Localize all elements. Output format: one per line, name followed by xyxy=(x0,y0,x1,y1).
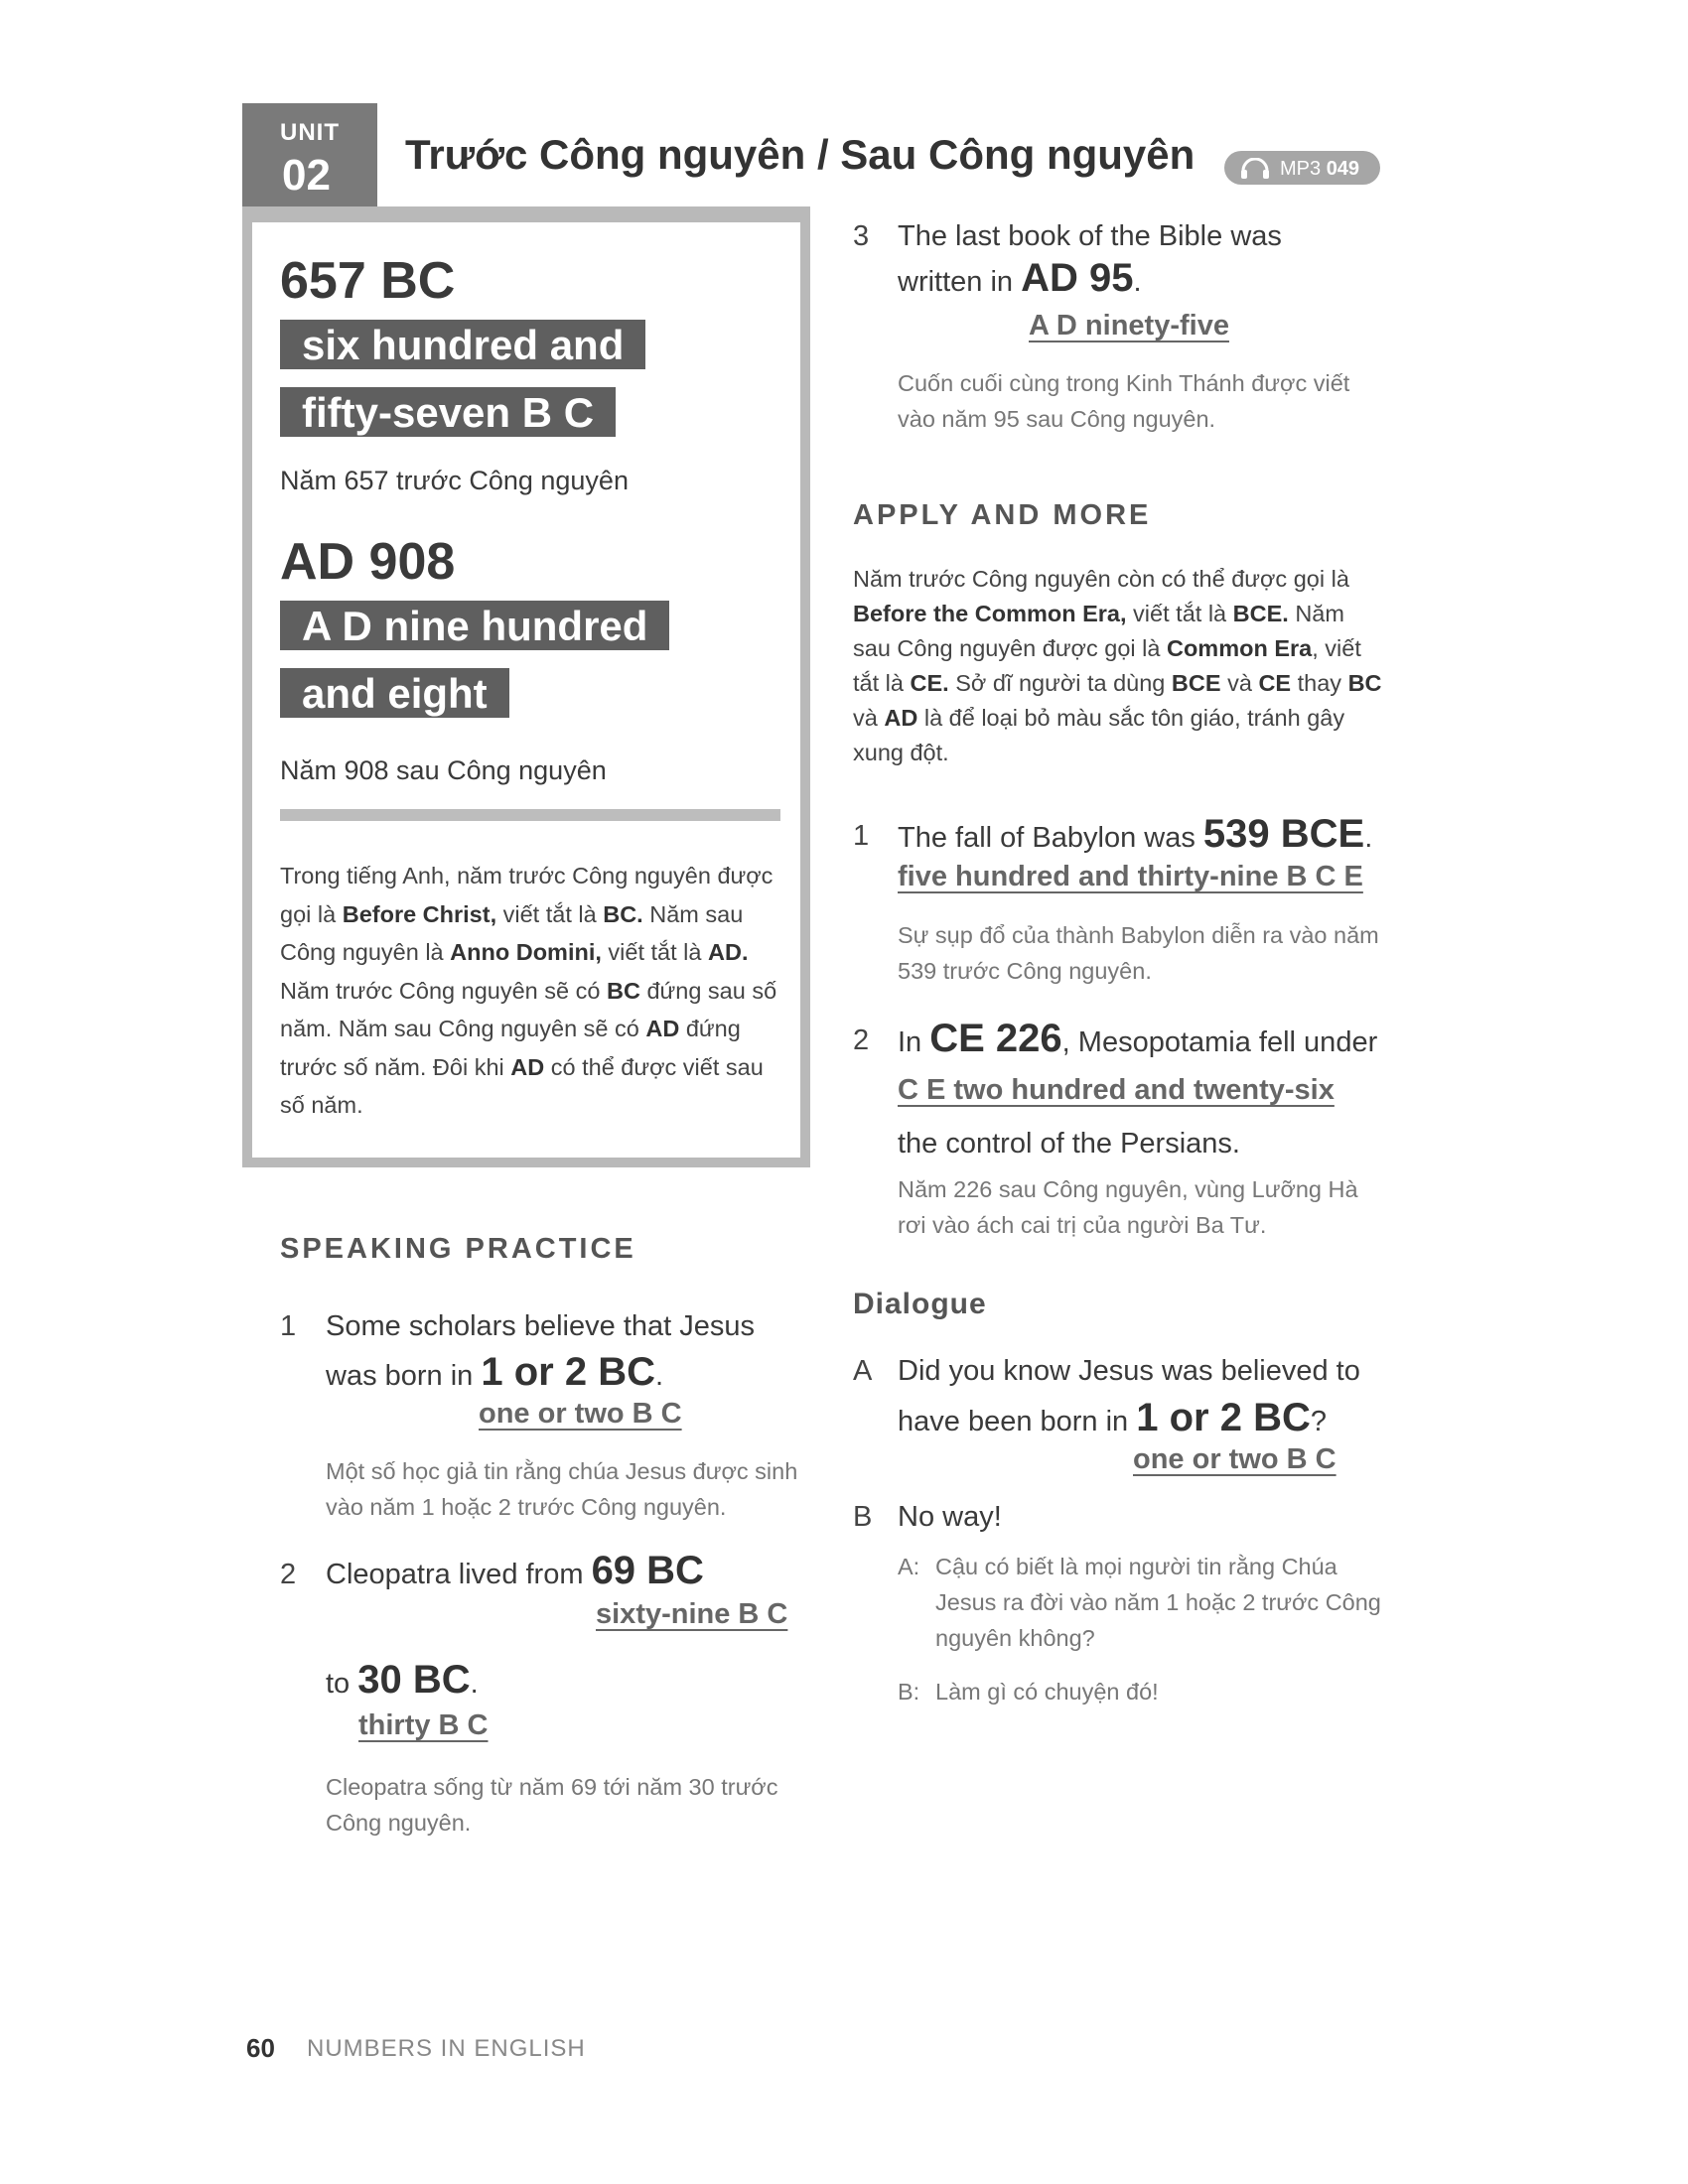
speaking-item-2-line2: to 30 BC. xyxy=(326,1658,479,1702)
apply-item-2-reading: C E two hundred and twenty-six xyxy=(898,1074,1335,1106)
dialogue-b-label: B xyxy=(853,1501,873,1533)
speaking-item-2-translation: Cleopatra sống từ năm 69 tới năm 30 trước Công nguyên. xyxy=(326,1774,778,1836)
apply-item-2-number: 2 xyxy=(853,1024,870,1056)
audio-badge[interactable] xyxy=(1224,151,1380,185)
example-translation-1: Năm 657 trước Công nguyên xyxy=(280,466,629,495)
apply-item-1-reading: five hundred and thirty-nine B C E xyxy=(898,861,1363,892)
unit-number: 02 xyxy=(282,151,331,200)
headphones-icon xyxy=(1240,158,1270,186)
apply-item-1-translation: Sự sụp đổ của thành Babylon diễn ra vào năm 539 trước Công nguyên. xyxy=(898,922,1379,984)
speaking-item-2-reading-1: sixty-nine B C xyxy=(596,1598,788,1630)
book-title: NUMBERS IN ENGLISH xyxy=(307,2035,586,2062)
apply-item-1-number: 1 xyxy=(853,820,870,852)
speaking-item-3-translation: Cuốn cuối cùng trong Kinh Thánh được viết vào năm 95 sau Công nguyên. xyxy=(898,370,1350,432)
dialogue-a-line2: have been born in 1 or 2 BC? xyxy=(898,1396,1327,1439)
speaking-item-3-reading: A D ninety-five xyxy=(1029,310,1229,341)
example-reading-1b: fifty-seven B C xyxy=(280,387,616,437)
apply-item-2-translation: Năm 226 sau Công nguyên, vùng Lưỡng Hà rơi vào ách cai trị của người Ba Tư. xyxy=(898,1176,1358,1238)
audio-prefix: MP3 xyxy=(1280,158,1322,180)
example-reading-2a: A D nine hundred xyxy=(280,601,669,650)
example-year-2: AD 908 xyxy=(280,533,456,591)
dialogue-translation-b xyxy=(898,1674,1389,1709)
dialogue-translation-b-label: B: xyxy=(898,1679,920,1705)
dialogue-a-line1: Did you know Jesus was believed to xyxy=(898,1355,1360,1387)
speaking-item-2-reading-2: thirty B C xyxy=(358,1709,489,1741)
speaking-item-3-number: 3 xyxy=(853,220,870,252)
page-title: Trước Công nguyên / Sau Công nguyên xyxy=(405,131,1196,178)
speaking-item-1-line2: was born in 1 or 2 BC. xyxy=(326,1350,664,1394)
audio-number: 049 xyxy=(1326,158,1360,180)
dialogue-translation-b-text: Làm gì có chuyện đó! xyxy=(935,1679,1159,1705)
dialogue-heading: Dialogue xyxy=(853,1288,987,1320)
dialogue-translation-a-text: Cậu có biết là mọi người tin rằng Chúa Jesus ra đời vào năm 1 hoặc 2 trước Công nguyên không? xyxy=(935,1554,1381,1651)
apply-item-2-line1: In CE 226, Mesopotamia fell under xyxy=(898,1017,1378,1060)
speaking-item-2-number: 2 xyxy=(280,1559,297,1590)
dialogue-a-reading: one or two B C xyxy=(1133,1443,1336,1475)
apply-item-1-line: The fall of Babylon was 539 BCE. xyxy=(898,812,1373,856)
example-translation-2: Năm 908 sau Công nguyên xyxy=(280,755,607,785)
speaking-item-1-line1: Some scholars believe that Jesus xyxy=(326,1310,755,1342)
speaking-item-1-translation: Một số học giả tin rằng chúa Jesus được sinh vào năm 1 hoặc 2 trước Công nguyên. xyxy=(326,1458,798,1520)
page-number: 60 xyxy=(246,2033,275,2063)
example-reading-2b: and eight xyxy=(280,668,509,718)
apply-item-2-line2: the control of the Persians. xyxy=(898,1128,1240,1160)
unit-tab xyxy=(242,103,377,210)
dialogue-a-label: A xyxy=(853,1355,873,1387)
speaking-item-2-line1: Cleopatra lived from 69 BC xyxy=(326,1549,704,1592)
speaking-item-3-line2: written in AD 95. xyxy=(898,256,1142,300)
dialogue-translation-a-label: A: xyxy=(898,1554,920,1579)
speaking-item-1-reading: one or two B C xyxy=(479,1398,682,1430)
apply-paragraph: Năm trước Công nguyên còn có thể được gọi là Before the Common Era, viết tắt là BCE. Năm sau Công nguyên được gọi là Common Era, viết tắt là CE. Sở dĩ người ta dùng BCE và CE thay BC và AD là để loại bỏ màu sắc tôn giáo, tránh gây xung đột. xyxy=(853,566,1382,765)
example-reading-1a: six hundred and xyxy=(280,320,645,369)
dialogue-b-line: No way! xyxy=(898,1501,1002,1533)
apply-and-more-heading: APPLY AND MORE xyxy=(853,499,1152,531)
speaking-item-1-number: 1 xyxy=(280,1310,297,1342)
unit-label: UNIT xyxy=(280,119,340,146)
box-divider xyxy=(280,809,780,821)
example-year-1: 657 BC xyxy=(280,252,456,310)
explanation-paragraph: Trong tiếng Anh, năm trước Công nguyên được gọi là Before Christ, viết tắt là BC. Năm sau Công nguyên là Anno Domini, viết tắt là AD. Năm trước Công nguyên sẽ có BC đứng sau số năm. Năm sau Công nguyên sẽ có AD đứng trước số năm. Đôi khi AD có thể được viết sau số năm. xyxy=(280,863,777,1118)
speaking-practice-heading: SPEAKING PRACTICE xyxy=(280,1233,636,1265)
dialogue-translation-a xyxy=(898,1549,1389,1656)
speaking-item-3-line1: The last book of the Bible was xyxy=(898,220,1282,252)
